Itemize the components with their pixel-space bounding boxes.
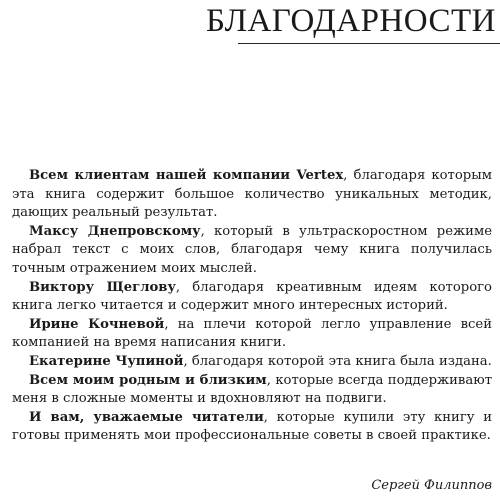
- acknowledgement-text: , которые купили эту книгу и готовы применять мои профессиональные советы в своей практике.: [12, 409, 492, 444]
- acknowledgement-name: Максу Днепровскому: [29, 223, 201, 239]
- acknowledgement-text: , который в ультраскоростном режиме набрал текст с моих слов, благодаря чему книга получилась точным отражением моих мыслей.: [12, 223, 492, 276]
- title-underline: [238, 43, 500, 44]
- author-signature: Сергей Филиппов: [371, 478, 492, 493]
- acknowledgement-paragraph: [12, 223, 492, 279]
- acknowledgement-paragraph: [12, 279, 492, 316]
- acknowledgement-name: Екатерине Чупиной: [29, 353, 184, 369]
- acknowledgement-text: , благодаря которой эта книга была издана.: [183, 353, 492, 369]
- acknowledgement-name: Всем моим родным и близким: [29, 372, 267, 388]
- acknowledgement-name: И вам, уважаемые читатели: [29, 409, 264, 425]
- acknowledgements-body: [12, 167, 492, 446]
- acknowledgement-text: , которые всегда поддерживают меня в сложные моменты и вдохновляют на подвиги.: [12, 372, 493, 407]
- acknowledgement-paragraph: [12, 372, 492, 409]
- heading-block: [205, 0, 500, 48]
- acknowledgement-name: Всем клиентам нашей компании Vertex: [29, 168, 344, 183]
- acknowledgement-text: , благодаря которым эта книга содержит большое количество уникальных методик, дающих реальный результат.: [12, 168, 492, 221]
- acknowledgement-text: , благодаря креативным идеям которого книга легко читается и содержит много интересных историй.: [12, 279, 492, 314]
- acknowledgement-paragraph: [12, 353, 492, 372]
- acknowledgement-text: , на плечи которой легло управление всей компанией на время написания книги.: [12, 316, 493, 351]
- acknowledgement-paragraph: [12, 167, 492, 223]
- acknowledgement-paragraph: [12, 409, 492, 446]
- acknowledgement-name: Виктору Щеглову: [29, 279, 176, 295]
- acknowledgement-name: Ирине Кочневой: [29, 316, 165, 332]
- acknowledgement-paragraph: [12, 316, 492, 353]
- page-title: БЛАГОДАРНОСТИ: [205, 3, 496, 39]
